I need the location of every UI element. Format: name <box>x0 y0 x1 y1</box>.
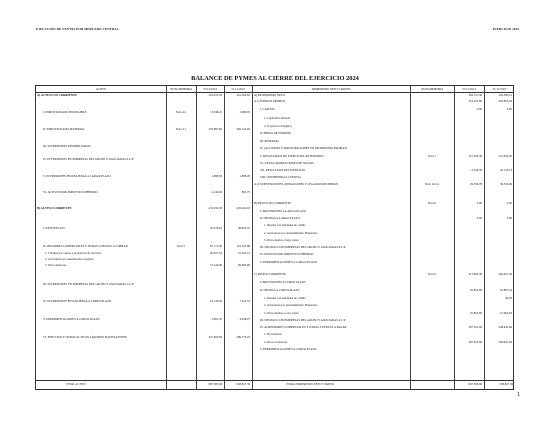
pasivo-row-label: VI. OTRAS APORTACIONES DE SOCIOS <box>260 161 314 165</box>
activo-row-label: VI. EFECTIVO Y OTROS ACTIVOS LÍQUIDOS EQUIVALENTES <box>43 335 127 339</box>
col-nota-activo: NOTA MEMORIA <box>170 87 192 91</box>
activo-row-y1: 57.244,96 <box>210 263 222 267</box>
pasivo-row-label: 1. Capital Escriturado <box>264 116 291 120</box>
pasivo-row-nota: Nota 10.2.4 <box>424 182 440 186</box>
activo-row-y0: 1.888,29 <box>239 174 250 178</box>
pasivo-row-y0: 0,00 <box>506 216 512 220</box>
activo-row-y1: 327.663,69 <box>208 335 222 339</box>
activo-row-y0: 31.565,12 <box>238 251 250 255</box>
pasivo-row-y1: 313.664,38 <box>468 272 482 276</box>
pasivo-row-label: 1. Deudas con entidades de crédito <box>264 223 306 227</box>
pasivo-row-nota: Nota 6 <box>427 201 437 205</box>
activo-row-y0: 7.611,52 <box>239 299 250 303</box>
activo-row-label: VI. ACTIVOS POR IMPUESTO DIFERIDO <box>43 190 98 194</box>
pasivo-row-y1: 357.566,38 <box>468 154 482 158</box>
col-y1-activo: 31/12/2024 <box>203 87 217 91</box>
pasivo-row-y1: 25.852,69 <box>470 288 482 292</box>
activo-row-nota: Nota 4.2 <box>175 110 187 114</box>
activo-row-label: III. INVERSIONES INMOBILIARIAS <box>43 144 91 148</box>
pasivo-row-y0: 264.447,28 <box>498 272 512 276</box>
pasivo-row-y1: 383.721,58 <box>468 93 482 97</box>
activo-row-y0: 69.682,80 <box>238 263 250 267</box>
pasivo-row-label: A) PATRIMONIO NETO <box>254 93 285 97</box>
activo-row-label: II. DEUDORES COMERCIALES Y OTRAS CUENTAS A COBRAR <box>43 244 128 248</box>
activo-row-y1: 474.932,38 <box>208 206 222 210</box>
pasivo-row-label: 2. Otros acreedores <box>264 340 288 344</box>
col-activo: ACTIVO <box>95 87 107 91</box>
pasivo-row-label: I. PROVISIONES A CORTO PLAZO <box>260 280 306 284</box>
activo-row-y0: 101.247,88 <box>236 244 250 248</box>
activo-row-label: I. INMOVILIZADO INTANGIBLE <box>43 110 87 114</box>
pasivo-row-label: VII. RESULTADO DEL EJERCICIO <box>260 168 306 172</box>
activo-row-y1: 8.548,22 <box>211 110 222 114</box>
pasivo-row-y1: 25.852,69 <box>470 311 482 315</box>
pasivo-row-label: II. PRIMA DE EMISIÓN <box>260 131 291 135</box>
pasivo-row-y0: 42.745,13 <box>500 168 512 172</box>
activo-row-y1: 207.887,66 <box>208 127 222 131</box>
activo-row-label: 1. Clientes por ventas y prestación de servicios <box>45 251 102 255</box>
pasivo-row-y0: 16.805,54 <box>500 288 512 292</box>
pasivo-row-y0: 248.641,84 <box>498 325 512 329</box>
activo-row-label: III. INVERSIONES EN EMPRESAS DEL GRUPO Y ASOCIADAS A C/P <box>43 282 134 286</box>
total-pasivo-y0: 638.827,39 <box>499 382 513 386</box>
activo-row-y1: 30.278,10 <box>210 226 222 230</box>
pasivo-row-label: 3. Otras deudas a largo plazo <box>264 238 299 242</box>
activo-row-y0: 289.779,25 <box>236 335 250 339</box>
activo-row-y0: 291.564,83 <box>236 93 250 97</box>
activo-row-y1: 5.681,50 <box>211 317 222 321</box>
pasivo-row-y0: 15.904,93 <box>500 311 512 315</box>
activo-row-label: A) ACTIVO NO CORRIENTE <box>37 93 77 97</box>
activo-row-nota: Nota 5 <box>176 244 186 248</box>
activo-row-y0: 4.938,07 <box>239 317 250 321</box>
pasivo-row-y1: 0,00 <box>476 201 482 205</box>
activo-row-y1: 222.452,58 <box>208 93 222 97</box>
pasivo-row-nota: Nota 7 <box>427 154 437 158</box>
pasivo-row-label: III. DEUDAS CON EMPRESAS DEL GRUPO Y ASOCIADAS A C/P <box>260 318 346 322</box>
header-left: EJECUCIÓN DE VENTAS POR MERCADO CENTRAL <box>36 27 119 31</box>
activo-row-label: V. PERIODIFICACIONES A CORTO PLAZO <box>43 317 100 321</box>
pasivo-row-label: VIII. (DIVIDENDO A CUENTA) <box>260 175 301 179</box>
pasivo-row-label: V. RESULTADOS DE EJERCICIOS ANTERIORES <box>260 154 324 158</box>
total-activo-y0: 638.827,39 <box>236 382 250 386</box>
activo-row-label: 2. Accionistas por desembolsos exigidos <box>45 257 94 261</box>
pasivo-row-y0: 30.539,49 <box>500 182 512 186</box>
activo-row-y0: 1.689,85 <box>239 110 250 114</box>
pasivo-row-label: 1. Proveedores <box>264 332 282 336</box>
pasivo-row-y0: 40,59 <box>505 296 512 300</box>
activo-row-y1: 4.140,00 <box>211 190 222 194</box>
pasivo-row-y0: 321.300,20 <box>498 154 512 158</box>
pasivo-row-label: III. RESERVAS <box>260 139 280 143</box>
total-pasivo-label: TOTAL PATRIMONIO NETO Y PASIVO <box>286 382 335 386</box>
activo-row-y1: 87.171,99 <box>210 244 222 248</box>
pasivo-row-y1: -3.544,58 <box>470 168 482 172</box>
header-right: EJERCICIO 2024 <box>492 27 519 31</box>
activo-row-label: II. INMOVILIZADO MATERIAL <box>43 127 85 131</box>
activo-row-label: I. EXISTENCIAS <box>43 226 65 230</box>
activo-row-label: V. INVERSIONES FINANCIERAS A LARGO PLAZO <box>43 174 111 178</box>
col-y0-activo: 31/12/2023 <box>231 87 245 91</box>
pasivo-row-label: B) PASIVO NO CORRIENTE <box>254 201 291 205</box>
pasivo-row-label: 2. Acreedores por Arrendamiento Financiero <box>264 231 318 235</box>
column-header-row <box>36 86 513 93</box>
totals-row <box>36 380 513 389</box>
pasivo-row-y1: 287.811,69 <box>468 340 482 344</box>
pasivo-row-y0: 363.850,63 <box>498 99 512 103</box>
activo-row-y0: 432.262,63 <box>236 206 250 210</box>
pasivo-row-y0: 0,00 <box>506 201 512 205</box>
pasivo-row-label: I. PROVISIONES A LARGO PLAZO <box>260 209 307 213</box>
activo-row-y0: 282.122,94 <box>236 127 250 131</box>
balance-sheet-table <box>35 85 514 390</box>
col-nota-pasivo: NOTA MEMORIA <box>421 87 443 91</box>
activo-row-nota: Nota 4.1 <box>175 127 187 131</box>
pasivo-row-label: A.1) FONDOS PROPIOS <box>254 99 286 103</box>
pasivo-row-label: II. DEUDAS A LARGO PLAZO <box>260 216 300 220</box>
activo-row-label: IV. INVERSIONES EN EMPRESAS DEL GRUPO Y ASOCIADAS A L/P <box>43 157 134 161</box>
pasivo-row-label: IV. (ACCIONES Y PARTICIPACIONES EN PATRIMONIO PROPIAS) <box>260 146 348 150</box>
total-activo-label: TOTAL ACTIVO <box>66 382 86 386</box>
pasivo-row-label: II. DEUDAS A CORTO PLAZO <box>260 288 300 292</box>
activo-row-y0: 48.005,47 <box>238 226 250 230</box>
page-number: 1 <box>517 392 520 398</box>
pasivo-row-label: C) PASIVO CORRIENTE <box>254 272 286 276</box>
col-y1-pasivo: 31/12/2024 <box>462 87 476 91</box>
pasivo-row-label: III. DEUDAS CON EMPRESAS DEL GRUPO Y ASOCIADAS A L/P <box>260 245 346 249</box>
activo-row-label: 3. Otros deudores <box>45 263 67 267</box>
pasivo-row-label: 2. (Capital no Exigido) <box>264 124 292 128</box>
col-pasivo: PATRIMONIO NETO Y PASIVO <box>311 87 351 91</box>
pasivo-row-label: IV. PASIVOS POR IMPUESTO DIFERIDO <box>260 252 314 256</box>
activo-row-y0: 863,75 <box>241 190 250 194</box>
pasivo-row-y1: 354.021,80 <box>468 99 482 103</box>
divider <box>252 86 253 389</box>
activo-row-y1: 1.888,59 <box>211 174 222 178</box>
pasivo-row-y1: 29.799,78 <box>470 182 482 186</box>
pasivo-row-label: I. CAPITAL <box>260 107 275 111</box>
pasivo-row-label: 1. Deudas con entidades de crédito <box>264 296 306 300</box>
activo-row-y1: 29.927,03 <box>210 251 222 255</box>
pasivo-row-y0: 248.641,84 <box>498 340 512 344</box>
col-y0-pasivo: 31/12/2023 <box>492 87 507 91</box>
pasivo-row-label: 3. Otras deudas a corto plazo <box>264 311 299 315</box>
pasivo-row-label: V. PERIODIFICACIONES A LARGO PLAZO <box>260 260 317 264</box>
pasivo-row-y1: 0,00 <box>476 107 482 111</box>
activo-row-y1: 16.140,58 <box>210 299 222 303</box>
pasivo-row-y1: 287.811,69 <box>468 325 482 329</box>
pasivo-row-label: 2. Acreedores por Arrendamiento Financiero <box>264 303 318 307</box>
page-title: BALANCE DE PYMES AL CIERRE DEL EJERCICIO 2024 <box>191 75 359 82</box>
pasivo-row-y0: 394.380,12 <box>498 93 512 97</box>
pasivo-row-label: V. PERIODIFICACIONES A CORTO PLAZO <box>260 347 317 351</box>
pasivo-row-label: IV. ACREEDORES COMERCIALES Y OTRAS CUENTAS A PAGAR <box>260 325 347 329</box>
pasivo-row-y1: 0,00 <box>476 216 482 220</box>
total-pasivo-y1: 697.385,96 <box>468 382 482 386</box>
activo-row-label: B) ACTIVO CORRIENTE <box>37 206 72 210</box>
pasivo-row-label: A.2) SUBVENCIONES, DONACIONES Y LEGADOS RECIBIDOS <box>254 182 339 186</box>
pasivo-row-nota: Nota 6 <box>427 272 437 276</box>
total-activo-y1: 697.385,96 <box>208 382 222 386</box>
pasivo-row-y0: 0,00 <box>506 107 512 111</box>
activo-row-label: IV. INVERSIONES FINANCIERAS A CORTO PLAZO <box>43 299 112 303</box>
divider <box>410 86 411 389</box>
